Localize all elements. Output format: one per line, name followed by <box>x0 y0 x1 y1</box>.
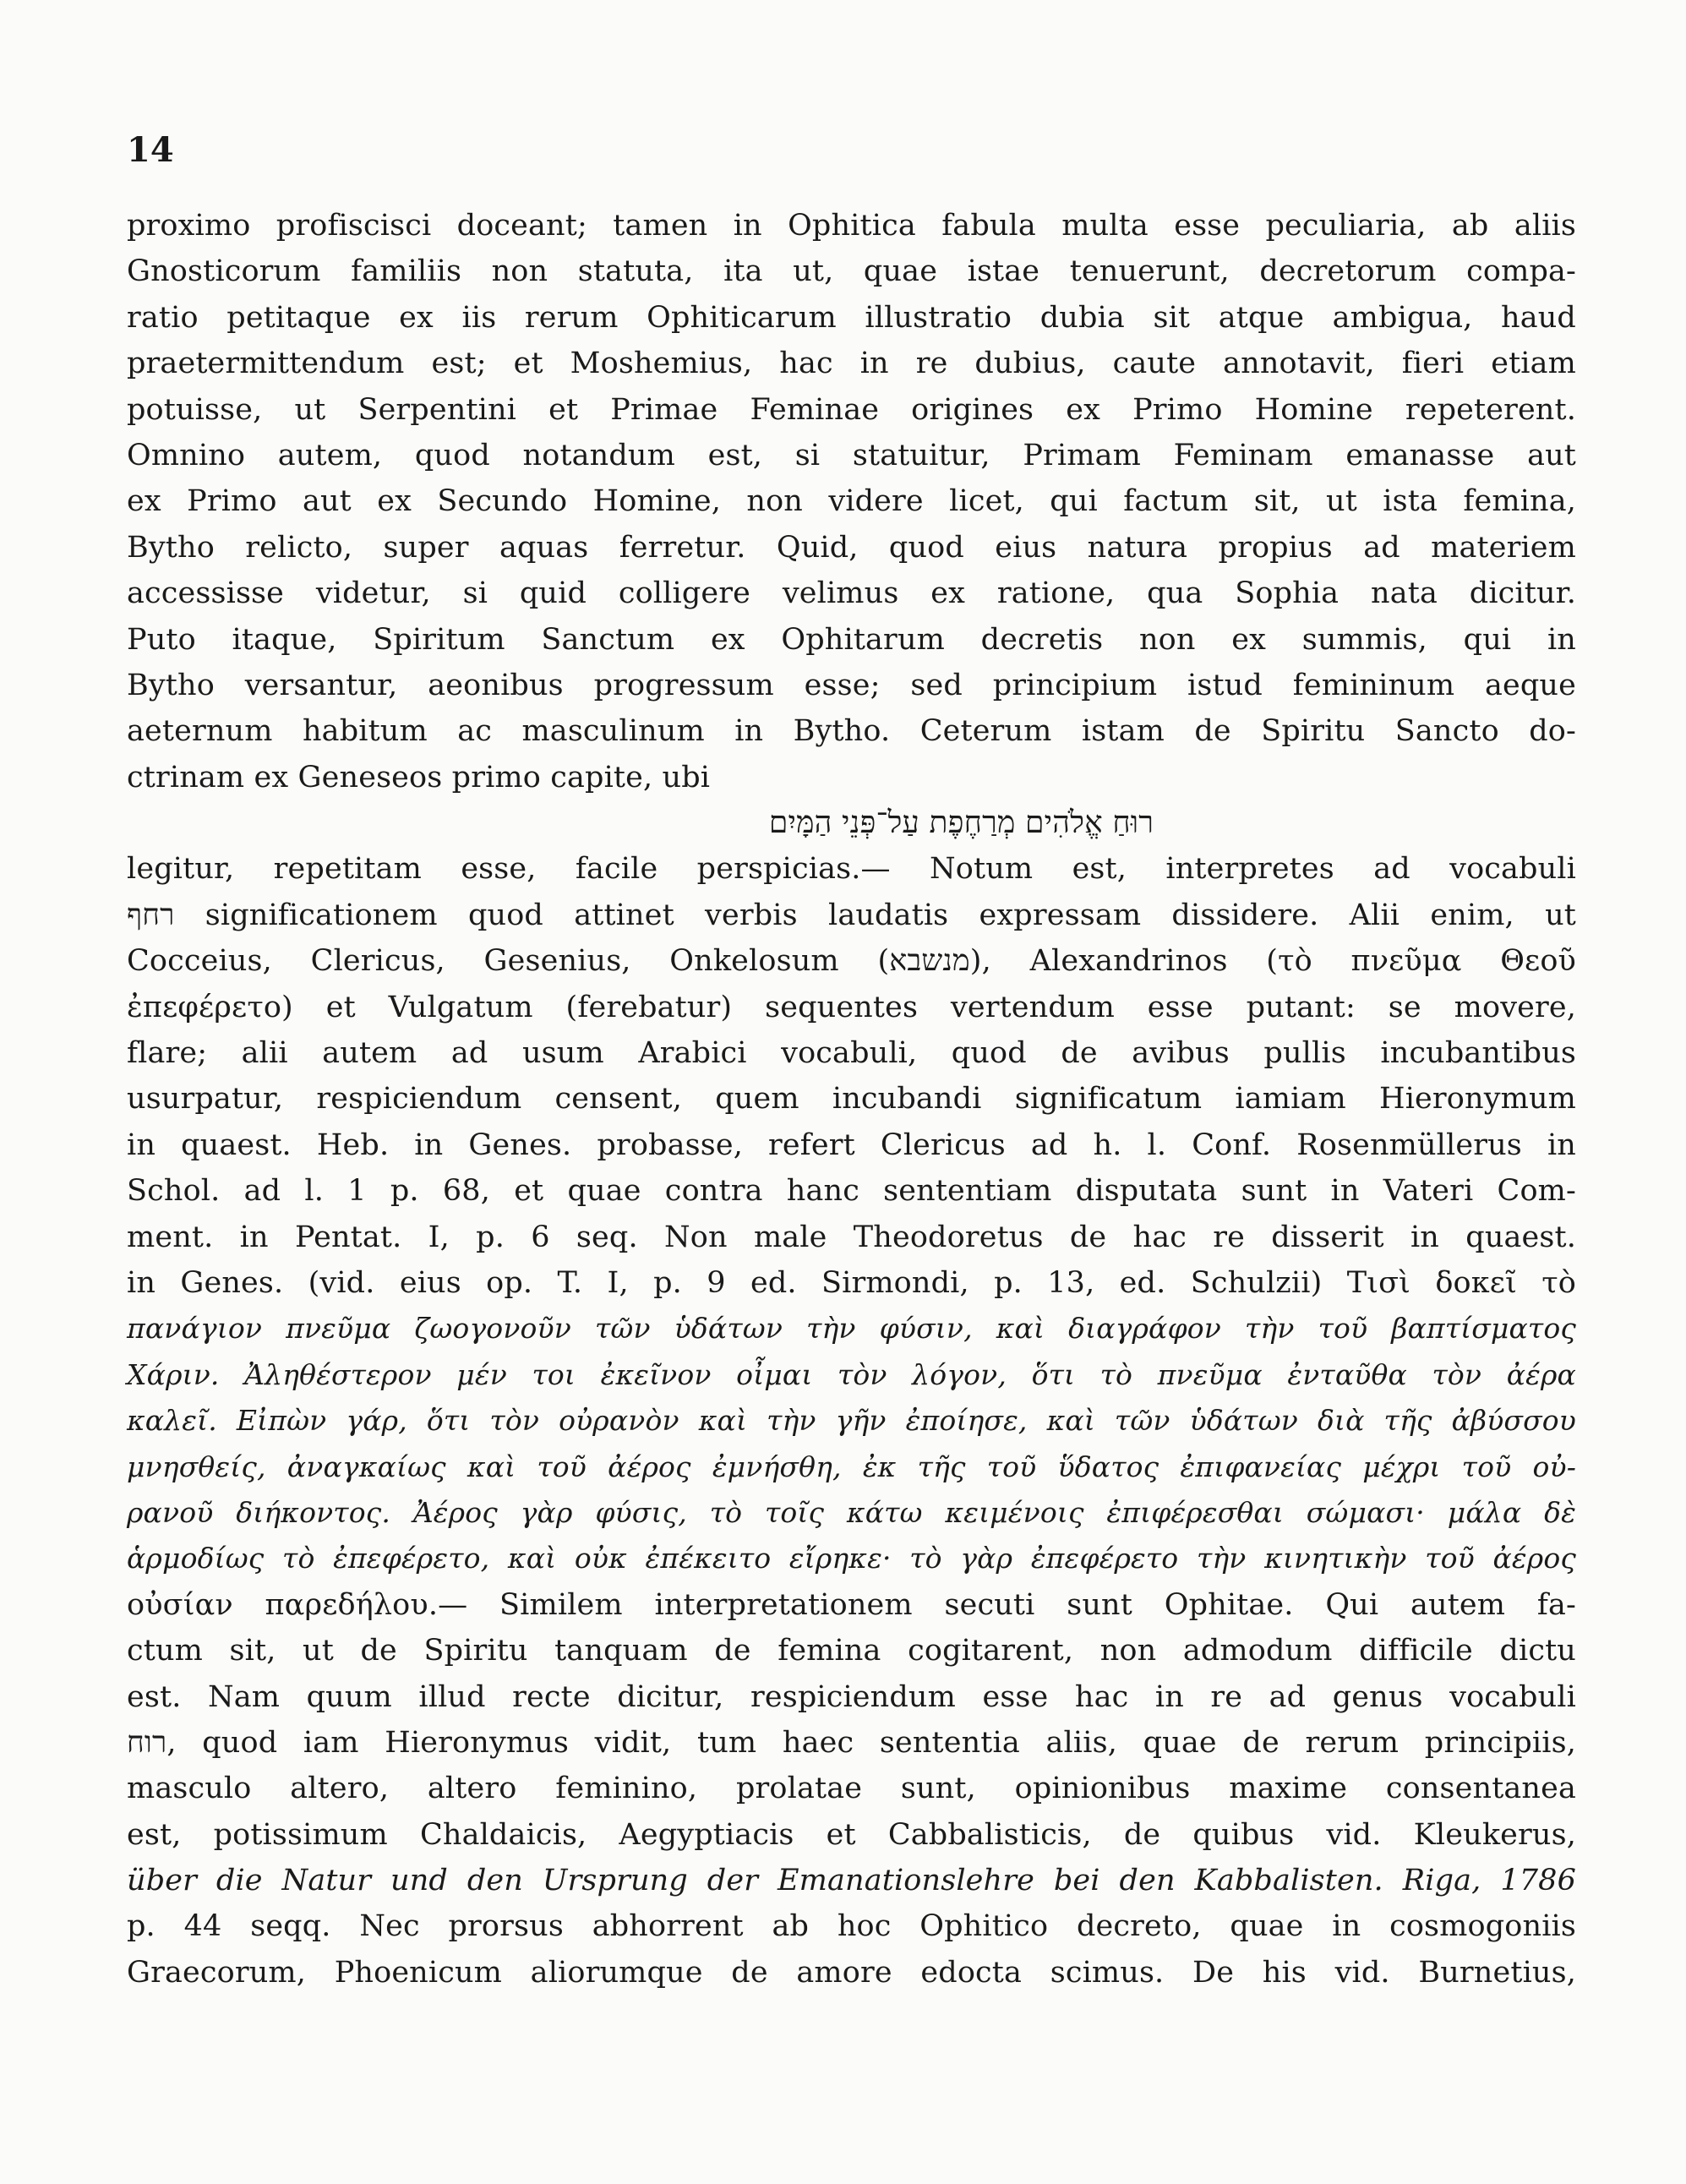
hebrew-quotation <box>127 800 1576 846</box>
text-line: רוח, quod iam Hieronymus vidit, tum haec sententia aliis, quae de rerum principiis, <box>127 1725 1576 1760</box>
text-line: ratio petitaque ex iis rerum Ophiticarum illustratio dubia sit atque ambigua, haud <box>127 300 1576 335</box>
page-number: 14 <box>127 130 174 170</box>
greek-text-line: καλεῖ. Εἰπὼν γάρ, ὅτι τὸν οὐρανὸν καὶ τὴν γῆν ἐποίησε, καὶ τῶν ὑδάτων διὰ τῆς ἀβύσσου <box>127 1404 1576 1438</box>
text-line: est. Nam quum illud recte dicitur, respiciendum esse hac in re ad genus vocabuli <box>127 1679 1576 1714</box>
text-line: ctrinam ex Geneseos primo capite, ubi <box>127 760 711 794</box>
text-line: in quaest. Heb. in Genes. probasse, refert Clericus ad h. l. Conf. Rosenmüllerus in <box>127 1127 1576 1162</box>
text-line: ctum sit, ut de Spiritu tanquam de femina cogitarent, non admodum difficile dictu <box>127 1634 1576 1668</box>
text-line: aeternum habitum ac masculinum in Bytho. Ceterum istam de Spiritu Sancto do- <box>127 714 1576 749</box>
greek-text-line: ρανοῦ διήκοντος. Ἀέρος γὰρ φύσις, τὸ τοῖς κάτω κειμένοις ἐπιφέρεσθαι σώμασι· μάλα δὲ <box>127 1495 1576 1529</box>
text-line: Bytho relicto, super aquas ferretur. Quid, quod eius natura propius ad materiem <box>127 530 1576 565</box>
hebrew-quotation-text: רוּחַ אֱלֹהִים מְרַחֶפֶת עַל־פְּנֵי הַמָּיִם <box>768 805 1154 841</box>
text-line: proximo profiscisci doceant; tamen in Ophitica fabula multa esse peculiaria, ab aliis <box>127 209 1576 243</box>
citation-line: über die Natur und den Ursprung der Emanationslehre bei den Kabbalisten. Riga, 1786 <box>127 1864 1576 1898</box>
greek-text-line: ἁρμοδίως τὸ ἐπεφέρετο, καὶ οὐκ ἐπέκειτο εἴρηκε· τὸ γὰρ ἐπεφέρετο τὴν κινητικὴν τοῦ ἀέρος <box>127 1542 1576 1575</box>
text-line: Cocceius, Clericus, Gesenius, Onkelosum (מנשבא), Alexandrinos (τὸ πνεῦμα Θεοῦ <box>127 944 1576 979</box>
text-line: ἐπεφέρετο) et Vulgatum (ferebatur) sequentes vertendum esse putant: se movere, <box>127 990 1576 1024</box>
text-line: flare; alii autem ad usum Arabici vocabuli, quod de avibus pullis incubantibus <box>127 1036 1576 1071</box>
text-line: accessisse videtur, si quid colligere velimus ex ratione, qua Sophia nata dicitur. <box>127 576 1576 611</box>
text-line: Bytho versantur, aeonibus progressum esse; sed principium istud femininum aeque <box>127 668 1576 702</box>
text-line: legitur, repetitam esse, facile perspicias.— Notum est, interpretes ad vocabuli <box>127 852 1576 887</box>
text-line: ex Primo aut ex Secundo Homine, non videre licet, qui factum sit, ut ista femina, <box>127 484 1576 519</box>
text-line: usurpatur, respiciendum censent, quem incubandi significatum iamiam Hieronymum <box>127 1082 1576 1117</box>
text-line: Schol. ad l. 1 p. 68, et quae contra hanc sententiam disputata sunt in Vateri Com- <box>127 1174 1576 1209</box>
text-line: רחף significationem quod attinet verbis laudatis expressam dissidere. Alii enim, ut <box>127 898 1576 932</box>
text-line: Gnosticorum familiis non statuta, ita ut, quae istae tenuerunt, decretorum compa- <box>127 254 1576 289</box>
text-line: masculo altero, altero feminino, prolatae sunt, opinionibus maxime consentanea <box>127 1772 1576 1806</box>
text-line: ment. in Pentat. I, p. 6 seq. Non male Theodoretus de hac re disserit in quaest. <box>127 1220 1576 1254</box>
greek-text-line: Χάριν. Ἀληθέστερον μέν τοι ἐκεῖνον οἶμαι τὸν λόγον, ὅτι τὸ πνεῦμα ἐνταῦθα τὸν ἀέρα <box>127 1357 1576 1391</box>
text-line: praetermittendum est; et Moshemius, hac in re dubius, caute annotavit, fieri etiam <box>127 347 1576 381</box>
greek-text-line: μνησθείς, ἀναγκαίως καὶ τοῦ ἀέρος ἐμνήσθη, ἐκ τῆς τοῦ ὕδατος ἐπιφανείας μέχρι τοῦ οὐ- <box>127 1450 1576 1483</box>
text-line: est, potissimum Chaldaicis, Aegyptiacis et Cabbalisticis, de quibus vid. Kleukerus, <box>127 1817 1576 1852</box>
text-line: οὐσίαν παρεδήλου.— Similem interpretationem secuti sunt Ophitae. Qui autem fa- <box>127 1587 1576 1622</box>
text-line: Puto itaque, Spiritum Sanctum ex Ophitarum decretis non ex summis, qui in <box>127 622 1576 657</box>
body-text <box>127 203 1576 1996</box>
text-line: p. 44 seqq. Nec prorsus abhorrent ab hoc Ophitico decreto, quae in cosmogoniis <box>127 1909 1576 1944</box>
text-line: Omnino autem, quod notandum est, si statuitur, Primam Feminam emanasse aut <box>127 438 1576 472</box>
text-line: Graecorum, Phoenicum aliorumque de amore edocta scimus. De his vid. Burnetius, <box>127 1955 1576 1990</box>
greek-text-line: πανάγιον πνεῦμα ζωογονοῦν τῶν ὑδάτων τὴν φύσιν, καὶ διαγράφον τὴν τοῦ βαπτίσματος <box>127 1312 1576 1346</box>
text-line: potuisse, ut Serpentini et Primae Feminae origines ex Primo Homine repeterent. <box>127 392 1576 427</box>
text-line: in Genes. (vid. eius op. T. I, p. 9 ed. Sirmondi, p. 13, ed. Schulzii) Τισὶ δοκεῖ τὸ <box>127 1265 1576 1300</box>
